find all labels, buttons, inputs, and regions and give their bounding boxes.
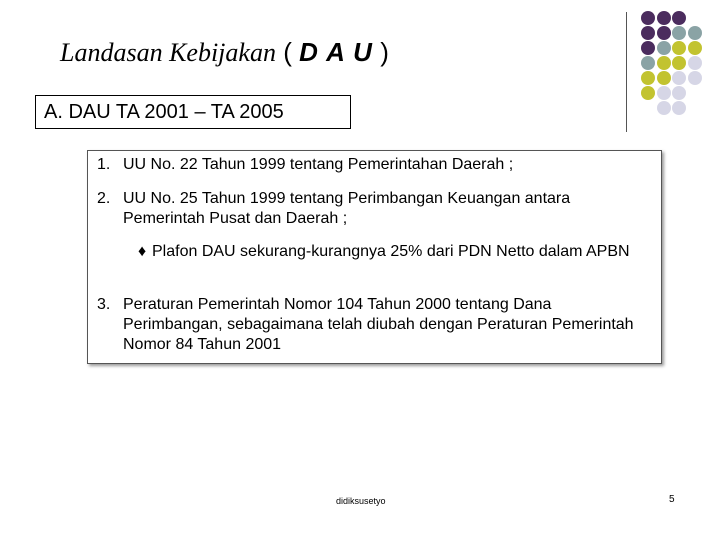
decorative-dot [672, 26, 686, 40]
decorative-dot [641, 86, 655, 100]
decorative-dot [657, 86, 671, 100]
item-number: 1. [97, 156, 111, 173]
decorative-dot [657, 56, 671, 70]
sub-item-text: Plafon DAU sekurang-kurangnya 25% dari PDN Netto dalam APBN [152, 243, 630, 260]
decorative-dot [641, 71, 655, 85]
subtitle-text: A. DAU TA 2001 – TA 2005 [44, 101, 284, 123]
decorative-dot [672, 56, 686, 70]
item-number: 2. [97, 190, 111, 207]
decorative-dot [641, 56, 655, 70]
decorative-dot [688, 56, 702, 70]
decorative-dot [657, 26, 671, 40]
content-box [87, 150, 662, 364]
item-text: UU No. 22 Tahun 1999 tentang Pemerintahan Daerah ; [123, 156, 514, 173]
decorative-dot [672, 71, 686, 85]
subtitle-box [35, 95, 351, 129]
slide-title [60, 30, 389, 74]
decorative-dot [672, 11, 686, 25]
title-open-paren: ( [283, 37, 292, 67]
title-acronym: D A U [299, 37, 373, 67]
decorative-dot [657, 101, 671, 115]
decorative-dot [641, 41, 655, 55]
footer-author: didiksusetyo [336, 496, 386, 506]
item-text: UU No. 25 Tahun 1999 tentang Perimbangan Keuangan antara Pemerintah Pusat dan Daerah ; [123, 190, 571, 227]
decorative-dot [672, 101, 686, 115]
divider-line [626, 12, 627, 132]
decorative-dot [688, 71, 702, 85]
decorative-dot [641, 26, 655, 40]
decorative-dot [657, 41, 671, 55]
decorative-dot [657, 71, 671, 85]
decorative-dot [641, 11, 655, 25]
title-text: Landasan Kebijakan [60, 38, 276, 67]
decorative-dot [672, 41, 686, 55]
item-number: 3. [97, 296, 111, 313]
decorative-dot [657, 11, 671, 25]
decorative-dot [688, 26, 702, 40]
diamond-bullet-icon: ♦ [138, 243, 147, 260]
decorative-dot-grid [640, 10, 720, 120]
decorative-dot [688, 41, 702, 55]
decorative-dot [672, 86, 686, 100]
title-close-paren: ) [380, 37, 389, 67]
page-number: 5 [669, 494, 675, 505]
item-text: Peraturan Pemerintah Nomor 104 Tahun 2000 tentang Dana Perimbangan, sebagaimana telah diubah dengan Peraturan Pemerintah Nomor 84 Tahun 2001 [123, 296, 634, 353]
